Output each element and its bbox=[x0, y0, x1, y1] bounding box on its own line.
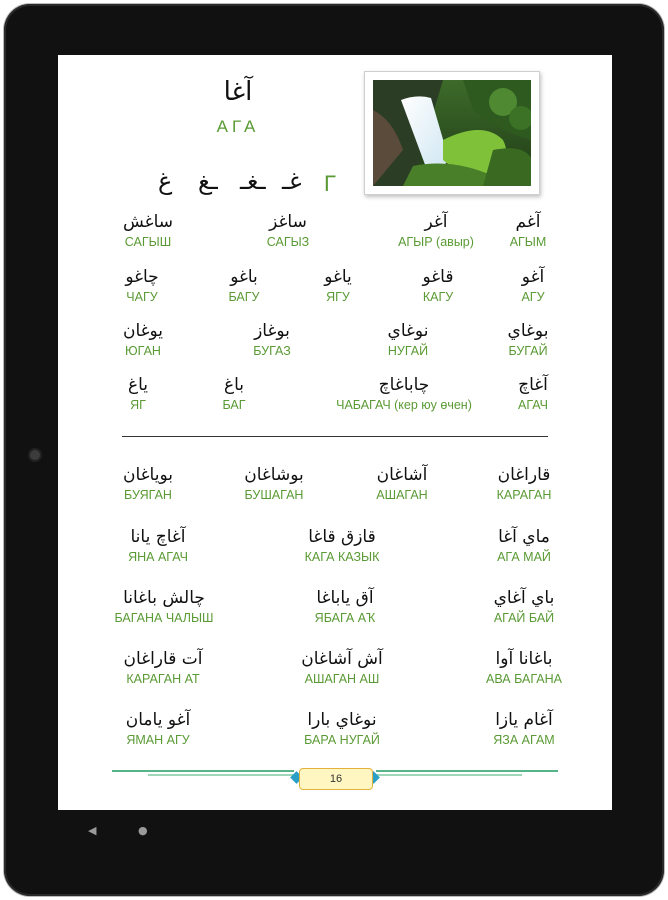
word-cell: يوغان ЮГАН bbox=[122, 321, 164, 358]
word-cell: آغر АГЫР (авыр) bbox=[398, 212, 474, 249]
back-triangle-icon[interactable]: ◀ bbox=[88, 824, 97, 837]
word-cell: نوغاي بارا БАРА НУГАЙ bbox=[304, 710, 380, 747]
word-cell: باغو БАГУ bbox=[228, 267, 260, 304]
word-cell: آغاچ АГАЧ bbox=[518, 375, 548, 412]
footer-rule-right bbox=[376, 770, 558, 772]
word-cell: چاباغاچ ЧАБАГАЧ (кер юу өчен) bbox=[336, 375, 472, 412]
letter-form-isolated: غ bbox=[158, 167, 173, 195]
word-cell: قاراغان КАРАГАН bbox=[496, 465, 552, 502]
word-cell: آشاغان АШАГАН bbox=[376, 465, 428, 502]
word-cell: آش آشاغان АШАГАН АШ bbox=[301, 649, 383, 686]
home-dot-icon[interactable]: ● bbox=[138, 824, 148, 837]
waterfall-photo bbox=[364, 71, 540, 195]
word-cell: ساغز САГЫЗ bbox=[266, 212, 310, 249]
page-number: 16 bbox=[299, 768, 373, 790]
word-cell: باي آغاي АГАЙ БАЙ bbox=[493, 588, 555, 625]
word-cell: بوغاي БУГАЙ bbox=[507, 321, 549, 358]
footer-rule-left bbox=[112, 770, 294, 772]
word-cell: ياغ ЯГ bbox=[127, 375, 149, 412]
waterfall-image bbox=[373, 80, 531, 186]
word-cell: آغو يامان ЯМАН АГУ bbox=[125, 710, 191, 747]
letter-form-initial: غـ bbox=[282, 167, 302, 195]
softkeys bbox=[88, 824, 168, 838]
letter-form-final: ـغ bbox=[198, 167, 218, 195]
word-cell: قاغو КАГУ bbox=[422, 267, 454, 304]
word-cell: آغو АГУ bbox=[521, 267, 545, 304]
camera-icon bbox=[30, 450, 40, 460]
word-cell: بوغاز БУГАЗ bbox=[253, 321, 291, 358]
letter-form-medial: ـغـ bbox=[240, 167, 266, 195]
word-cell: بوياغان БУЯГАН bbox=[123, 465, 173, 502]
word-cell: ياغو ЯГУ bbox=[324, 267, 352, 304]
word-cell: چالش باغانا БАГАНА ЧАЛЫШ bbox=[114, 588, 214, 625]
word-cell: باغ БАГ bbox=[222, 375, 246, 412]
word-cell: قازق قاغا КАГА КАЗЫК bbox=[304, 527, 380, 564]
letter-cyrillic: Г bbox=[324, 171, 336, 196]
footer-rule-left-accent bbox=[148, 774, 294, 776]
section-divider bbox=[122, 436, 548, 437]
word-cell: ماي آغا АГА МАЙ bbox=[497, 527, 551, 564]
word-cell: آت قاراغان КАРАГАН АТ bbox=[123, 649, 203, 686]
page-title-cyrillic: АГА bbox=[216, 117, 260, 136]
word-cell: آغاچ يانا ЯНА АГАЧ bbox=[128, 527, 188, 564]
word-cell: آغم АГЫМ bbox=[509, 212, 547, 249]
word-cell: باغانا آوا АВА БАГАНА bbox=[486, 649, 562, 686]
word-cell: نوغاي НУГАЙ bbox=[387, 321, 429, 358]
page-title-arabic: آغا bbox=[223, 77, 253, 107]
word-cell: آغام يازا ЯЗА АГАМ bbox=[493, 710, 555, 747]
footer-rule-right-accent bbox=[376, 774, 522, 776]
word-cell: چاغو ЧАГУ bbox=[125, 267, 159, 304]
word-cell: آق ياباغا ЯБАГА АҠ bbox=[314, 588, 376, 625]
word-cell: ساغش САГЫШ bbox=[123, 212, 173, 249]
book-page bbox=[58, 55, 612, 810]
word-cell: بوشاغان БУШАГАН bbox=[244, 465, 304, 502]
